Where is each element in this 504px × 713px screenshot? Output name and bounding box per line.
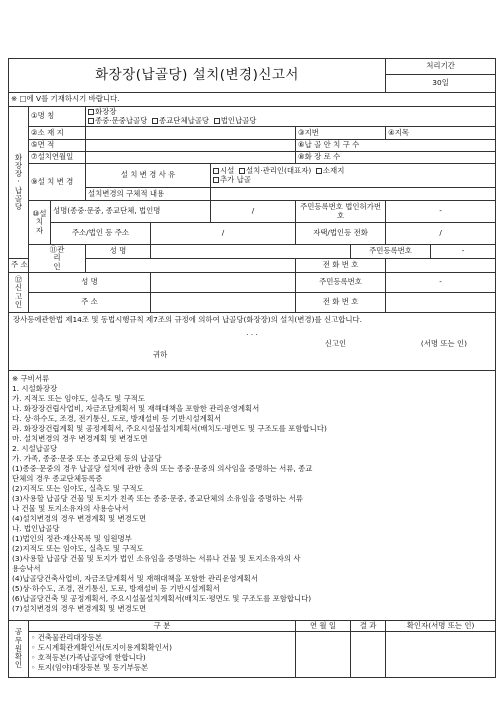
checkbox-manager[interactable] [239,168,245,174]
installer-phone-field[interactable]: / [386,223,496,245]
doc-line: (2)지적도 또는 임야도, 실측도 및 구적도 [12,544,144,553]
processing-period-label: 처리기간 [386,59,496,75]
installer-name-field[interactable]: / [211,201,296,223]
doc-line: (2)지적도 또는 임야도, 실측도 및 구적도 [12,484,144,493]
doc-line: (1)법인의 정관·재산목록 및 임원명부 [12,534,132,543]
checkbox-crematorium[interactable] [88,109,94,115]
doc-line: 단체의 경우 종교단체등록증 [12,474,103,483]
declaration-date: . . . [246,327,258,337]
doc-line: 나 건물 및 토지소유자의 사용승낙서 [12,504,129,513]
reporter-section-label: ⑫ 신 고 인 [9,273,29,313]
instruction-text: ※ □에 V를 기재하시기 바랍니다. [9,93,496,107]
install-date-field[interactable] [86,152,296,164]
facility-name-options: 화장장 종중·문중납골당 종교단체납골당 법인납골당 [86,107,496,127]
change-reason-label: 설 치 변 경 사 유 [86,164,211,188]
reporter-phone-label: 전 화 번 호 [296,293,386,313]
checkbox-religious-ossuary[interactable] [152,118,158,124]
official-result-header: 결 과 [351,621,386,632]
official-item: ◦ 호적등본(가족납골당에 한합니다) [31,653,146,662]
installer-address-field[interactable]: / [151,223,296,245]
manager-reg-field[interactable]: - [431,245,496,259]
installer-name-label: 성명(종중·문중, 종교단체, 법인명 [51,201,211,223]
required-documents [9,371,496,621]
doc-line: ※ 구비서류 [12,374,50,383]
doc-line: 다. 상·하수도, 조경, 전기통신, 도로, 방재설비 등 기반시설계획서 [12,414,222,423]
checkbox-facility[interactable] [213,168,219,174]
doc-line: (6)납골당건축 및 공정계획서, 주요시설물설치계획서(배치도·평면도 및 구조도를 포함합니다) [12,594,312,603]
installer-reg-label: 주민등록번호 법인허가번호 [296,201,386,223]
doc-line: (7)설치변경의 경우 변경계획 및 변경도면 [12,604,147,613]
doc-line: 용승낙서 [12,564,41,573]
installer-address-label: 주소/법인 등 주소 [51,223,151,245]
installer-change-label: ⑨설 치 변 경 [29,164,86,201]
reporter-phone-field[interactable] [386,293,496,313]
doc-line: 나. 법인납골당 [12,524,60,533]
doc-line: (3)사용할 납골당 건물 및 토지가 법인 소유임을 증명하는 서류나 건물 및 토지소유자의 사 [12,554,301,563]
checkbox-location[interactable] [316,168,322,174]
capacity-label: ⑥납 골 안 치 구 수 [296,140,496,152]
change-reason-options: 시설 설치·관리인(대표자) 소재지 추가 납골 [211,164,496,188]
manager-section-label: ⑪관 리 인 [29,245,86,273]
reporter-reg-label: 주민등록번호 [296,273,386,293]
manager-name-label: 성 명 [86,245,151,259]
change-detail-field[interactable] [211,188,496,201]
reporter-name-field[interactable] [151,273,296,293]
manager-name-field[interactable] [151,245,351,259]
land-number-label: ③지번 [296,127,386,140]
official-result-field[interactable] [351,632,386,678]
manager-phone-field[interactable] [386,259,496,273]
doc-line: 2. 시설납골당 [12,444,58,453]
reporter-name-label: 성 명 [29,273,151,293]
installer-phone-label: 자택/법인등 전화 [296,223,386,245]
doc-line: 나. 화장장건립사업비, 자금조달계획서 및 재해대책을 포함한 관리운영계획서 [12,404,260,413]
installer-section-label: ⑩설 치 자 [29,201,51,245]
furnace-count-label: ⑧화 장 로 수 [296,152,496,164]
doc-line: (4)설치변경의 경우 변경계획 및 변경도면 [12,514,147,523]
manager-reg-label: 주민등록번호 [351,245,431,259]
doc-line: (3)사용할 납골당 건물 및 토지가 친족 또는 종중·문중, 종교단체의 소유임을 증명하는 서류 [12,494,303,503]
install-date-label: ⑦설치연월일 [29,152,86,164]
facility-name-label: ①명 칭 [29,107,86,127]
doc-line: 1. 시설화장장 [12,384,58,393]
reporter-reg-field[interactable]: - [386,273,496,293]
report-form [8,58,495,711]
section-facility-label: 화 장 장 · 납 골 당 [9,107,29,259]
area-field[interactable] [86,140,296,152]
doc-line: 가. 지적도 또는 임야도, 실측도 및 구적도 [12,394,146,403]
area-label: ⑤면 적 [29,140,86,152]
declaration-addressee: 귀하 [153,350,168,360]
official-items [29,632,296,678]
official-section-label: 공 무 원 확 인 [9,621,29,678]
change-detail-label: 설치변경의 구체적 내용 [86,188,211,201]
form-table [8,58,496,678]
form-title: 화장장(납골당) 설치(변경)신고서 [9,59,386,93]
official-date-field[interactable] [296,632,351,678]
location-label: ②소 재 지 [29,127,86,140]
checkbox-corporate-ossuary[interactable] [214,118,220,124]
manager-address-label: 주 소 [9,259,29,273]
land-type-label: ④지목 [386,127,496,140]
doc-line: (4)납골당건축사업비, 자금조달계획서 및 재해대책을 포함한 관리운영계획서 [12,574,258,583]
doc-line: 마. 설치변경의 경우 변경계획 및 변경도면 [12,434,148,443]
manager-phone-label: 전 화 번 호 [296,259,386,273]
official-item: ◦ 건축물관리대장등본 [31,633,102,642]
doc-line: (5)상·하수도, 조경, 전기통신, 도로, 방재설비 등 기반시설계획서 [12,584,220,593]
manager-address-field[interactable] [86,259,296,273]
declaration-text: 장사등에관한법 제14조 및 동법시행규칙 제7조의 규정에 의하여 납골당(화장장)의 설치(변경)를 신고합니다. [13,315,362,324]
declaration-block [9,313,496,371]
official-item: ◦ 도시계획관계확인서(토지이용계획확인서) [31,643,172,652]
installer-reg-field[interactable]: - [386,201,496,223]
doc-line: 라. 화장장건립계획 및 공정계획서, 주요시설물설치계획서(배치도·평면도 및 구조도를 포함합니다) [12,424,327,433]
official-category-header: 구 분 [29,621,296,632]
doc-line: 가. 가족, 종중·문중 또는 종교단체 등의 납골당 [12,454,162,463]
reporter-address-label: 주 소 [29,293,151,313]
doc-line: (1)종중·문중의 경우 납골당 설치에 관한 총의 또는 종중·문중의 의사임을 증명하는 서류, 종교 [12,464,313,473]
reporter-address-field[interactable] [151,293,296,313]
processing-period-value: 30일 [386,75,496,93]
official-date-header: 연 월 일 [296,621,351,632]
official-item: ◦ 토지(임야)대장등본 및 등기부등본 [31,663,149,672]
official-confirm-header: 확인자(서명 또는 인) [386,621,496,632]
official-confirm-field[interactable] [386,632,496,678]
checkbox-additional-ossuary[interactable] [213,177,219,183]
declaration-sign-label[interactable]: (서명 또는 인) [420,338,468,348]
checkbox-clan-ossuary[interactable] [88,118,94,124]
location-field[interactable] [86,127,296,140]
declaration-reporter-label: 신고인 [324,338,347,348]
